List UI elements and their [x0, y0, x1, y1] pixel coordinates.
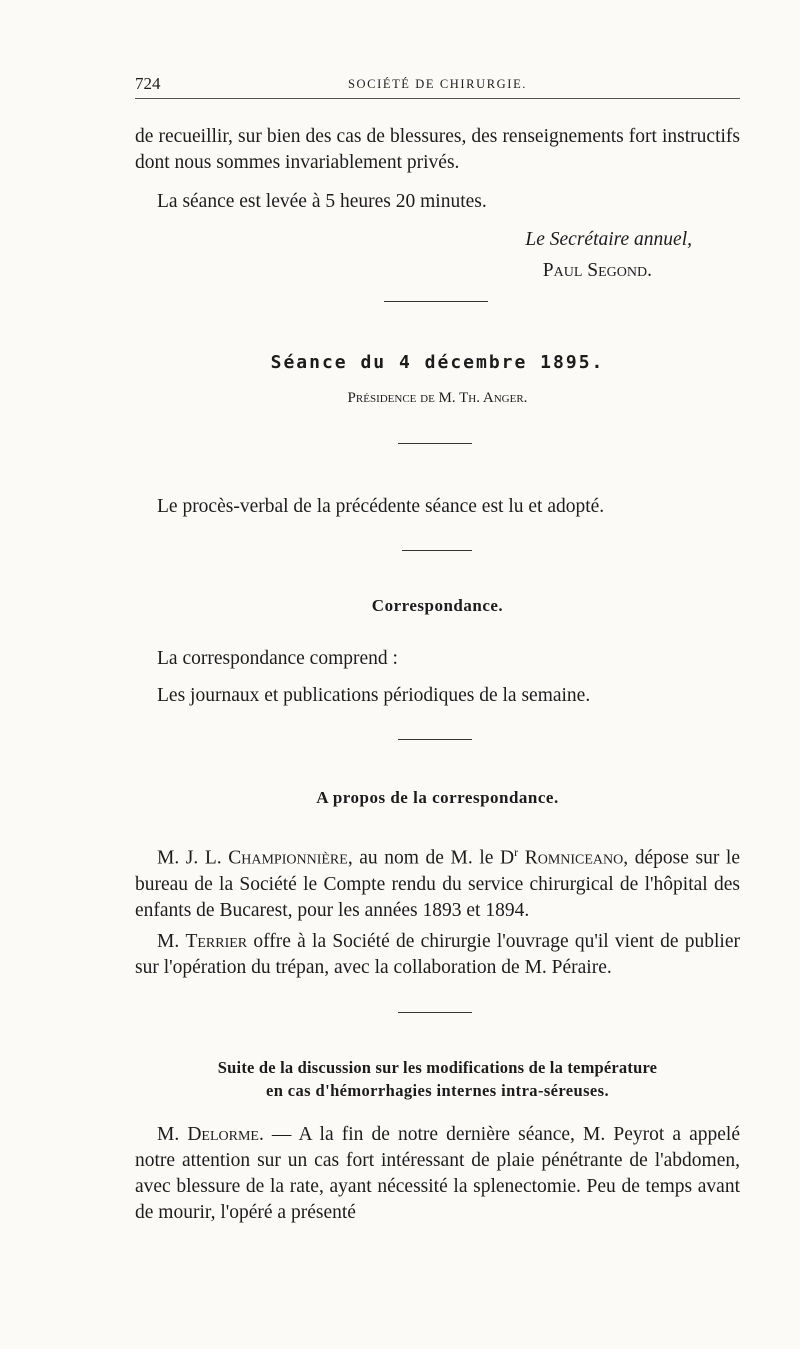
text-run: , dépose sur le bureau de la Société le Compte rendu du service chirurgical de l'hôpital des enfants de Bucarest, pour les années 1893 et 1894. — [135, 847, 740, 921]
text-run: offre à la Société de chirurgie l'ouvrage qu'il vient de publier sur l'opération du trépan, avec la collaboration de M. Péraire. — [135, 931, 740, 978]
intro-paragraph: de recueillir, sur bien des cas de blessures, des renseignements fort instructifs dont nous sommes invariablement privés. — [135, 126, 740, 173]
correspondance-line-2: Les journaux et publications périodiques de la semaine. — [157, 685, 591, 706]
person-name: Romniceano — [518, 847, 624, 869]
page-header — [135, 74, 740, 99]
signature-name: Paul Segond. — [542, 260, 652, 281]
a-propos-heading: A propos de la correspondance. — [316, 788, 559, 807]
presidence-line: Présidence de M. Th. Anger. — [347, 390, 528, 406]
person-name: Delorme — [187, 1124, 259, 1145]
suite-heading-line-2: en cas d'hémorrhagies internes intra-séreuses. — [265, 1081, 609, 1100]
seance-title: Séance du 4 décembre 1895. — [270, 352, 605, 373]
superscript: r — [514, 845, 519, 859]
text-run: M. — [157, 931, 186, 952]
suite-heading-line-1: Suite de la discussion sur les modifications de la température — [217, 1058, 658, 1077]
separator-rule — [398, 739, 472, 740]
signature-role: Le Secrétaire annuel, — [525, 229, 692, 250]
text-run: M. J. L. — [157, 847, 229, 869]
person-name: Championnière — [228, 847, 348, 869]
suite-paragraph — [135, 1122, 740, 1226]
separator-rule — [384, 301, 488, 302]
separator-rule — [398, 1012, 472, 1013]
closing-line: La séance est levée à 5 heures 20 minutes. — [157, 191, 487, 212]
page-number: 724 — [135, 74, 161, 93]
correspondance-line-1: La correspondance comprend : — [157, 648, 398, 669]
text-run: , au nom de M. le D — [347, 847, 515, 869]
proces-verbal: Le procès-verbal de la précédente séance est lu et adopté. — [157, 496, 605, 517]
separator-rule — [398, 443, 472, 444]
correspondance-heading: Correspondance. — [371, 596, 504, 615]
separator-rule — [402, 550, 472, 551]
running-title: SOCIÉTÉ DE CHIRURGIE. — [347, 77, 528, 91]
text-run: M. — [157, 1124, 188, 1145]
text-run: . — A la fin de notre dernière séance, M. Peyrot a appelé notre attention sur un cas fort intéressant de plaie pénétrante de l'abdomen, avec blessure de la rate, ayant nécessité la splenectomie. Peu de temps avant de mourir, l'opéré a présenté — [135, 1124, 740, 1223]
a-propos-paragraph-2 — [135, 929, 740, 981]
a-propos-paragraph-1 — [135, 839, 740, 924]
person-name: Terrier — [185, 931, 248, 952]
